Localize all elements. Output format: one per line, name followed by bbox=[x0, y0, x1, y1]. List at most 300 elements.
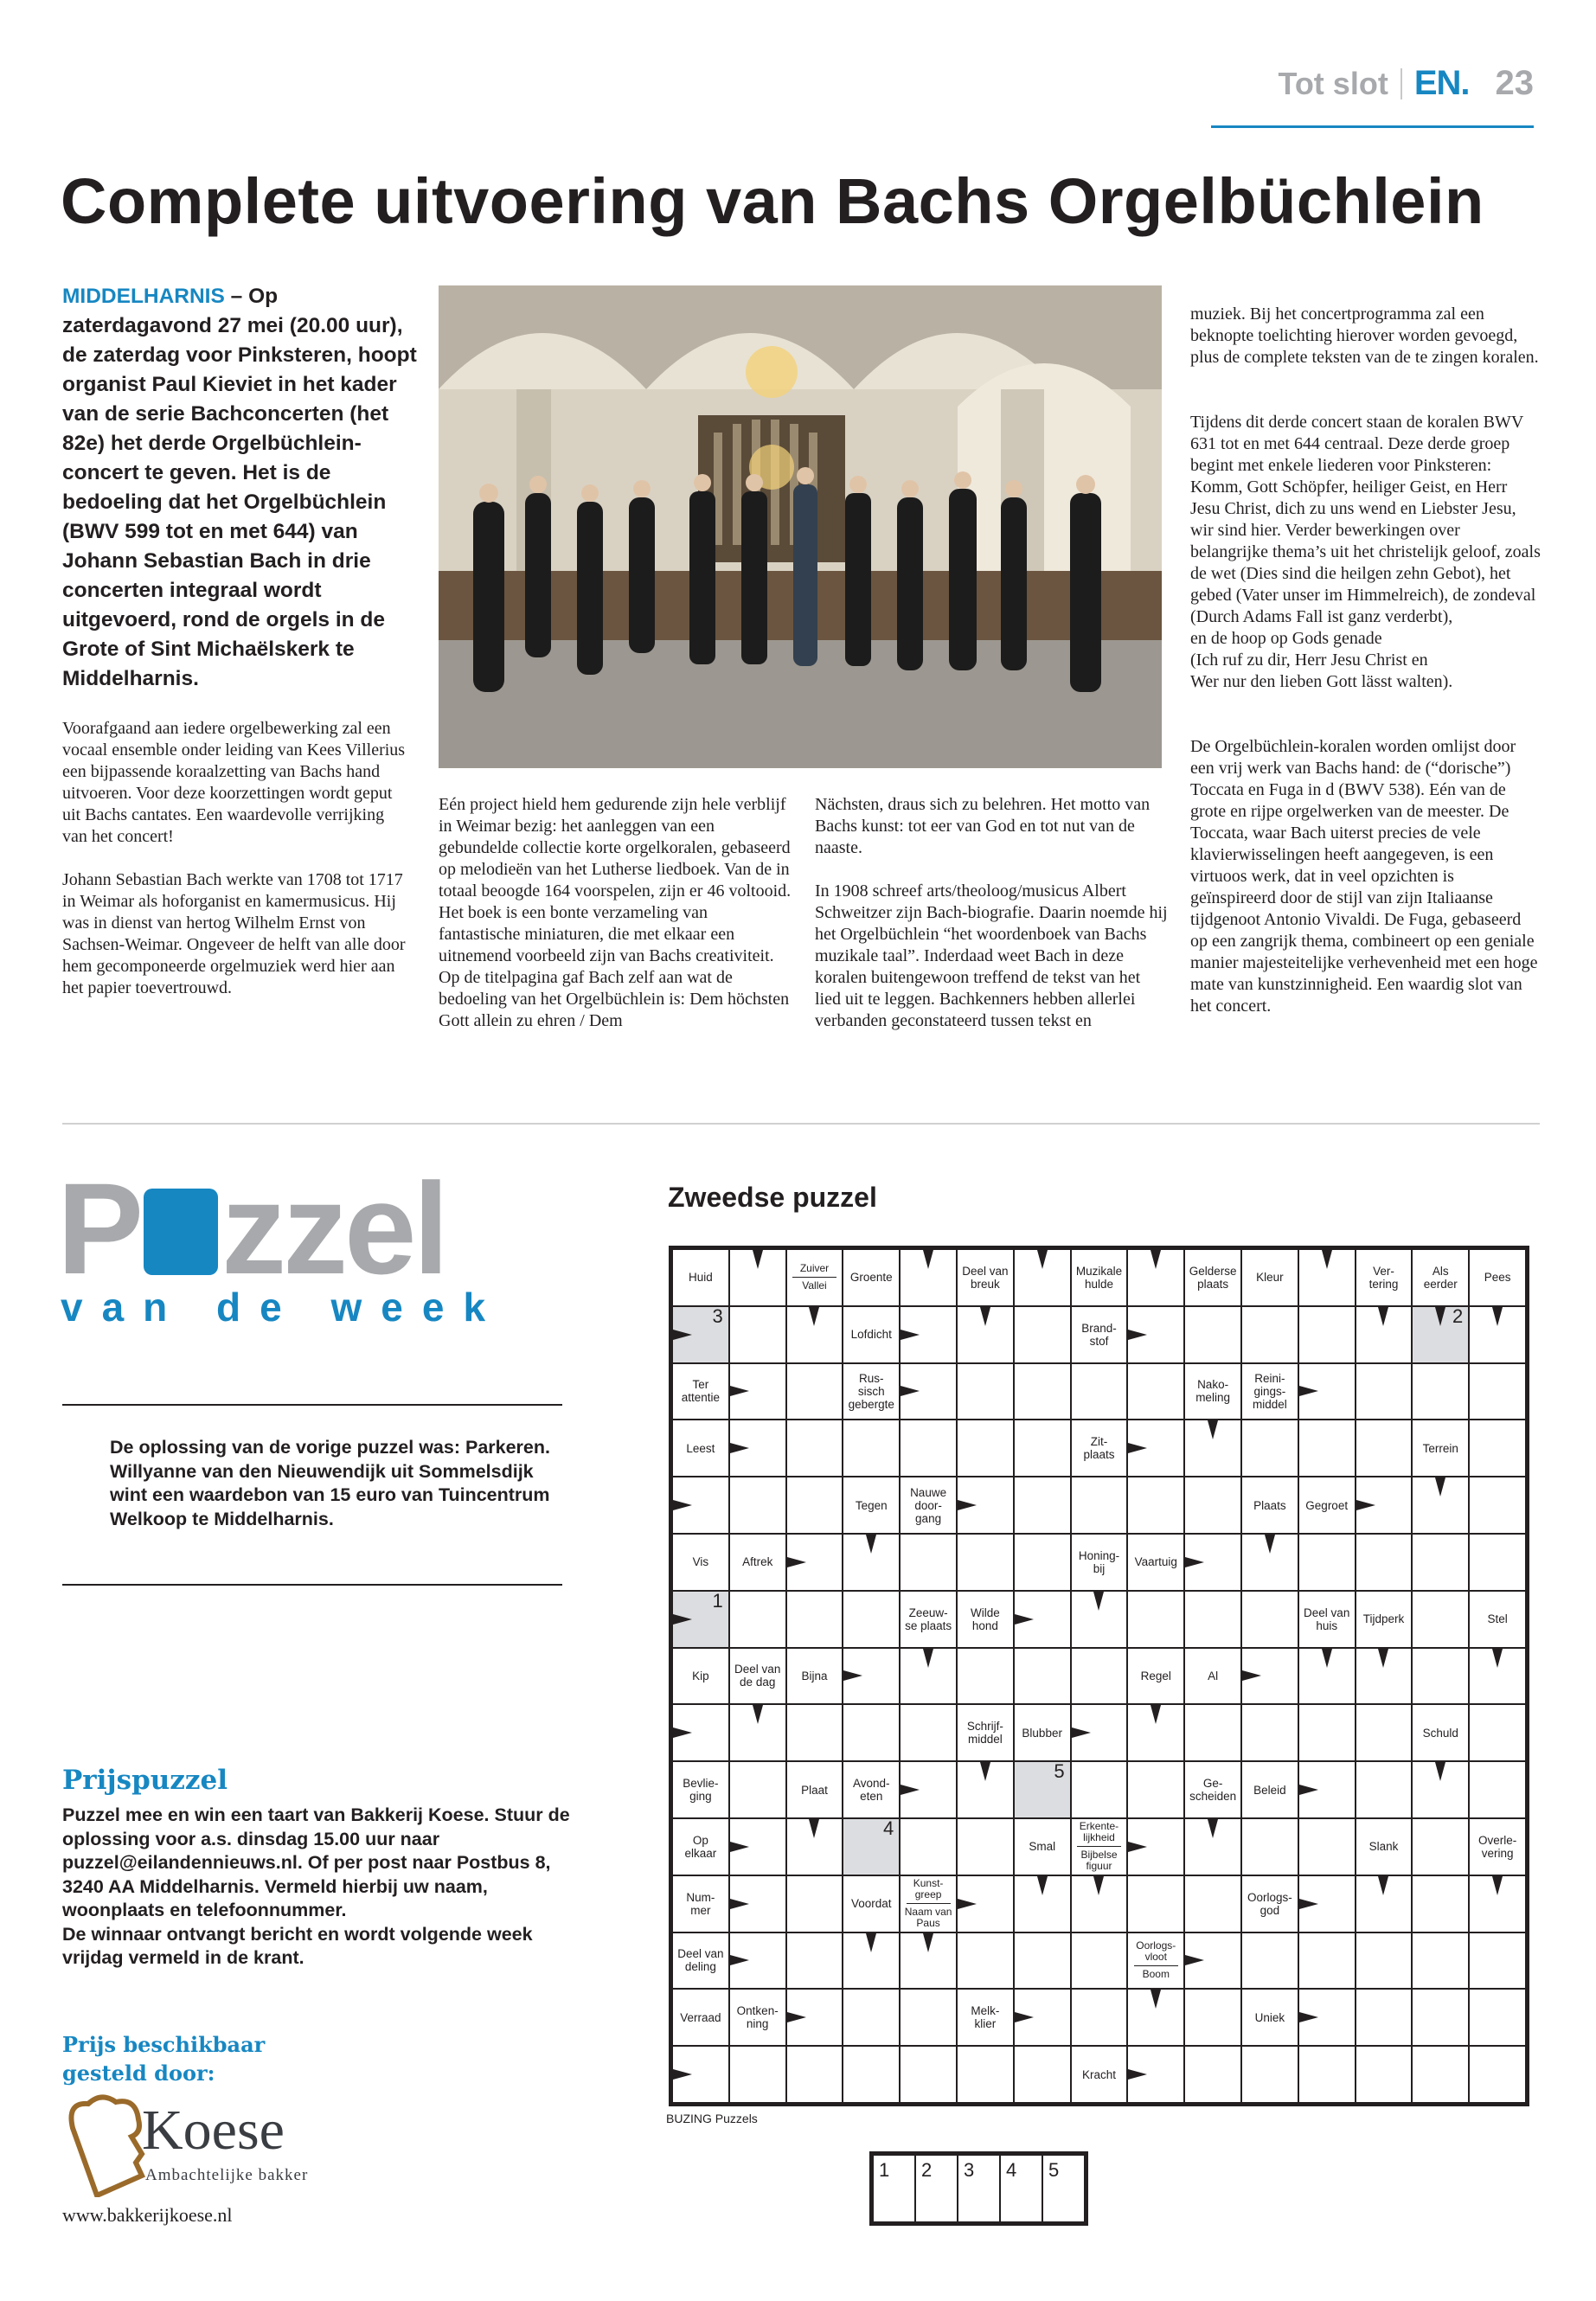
answer-cell[interactable] bbox=[1242, 1819, 1298, 1875]
answer-cell[interactable] bbox=[1128, 1819, 1183, 1875]
answer-cell[interactable] bbox=[1413, 1819, 1468, 1875]
answer-cell[interactable] bbox=[1128, 1705, 1183, 1760]
answer-cell[interactable] bbox=[787, 1876, 843, 1932]
answer-cell[interactable] bbox=[730, 1933, 785, 1989]
clue-cell bbox=[958, 1250, 1013, 1305]
clue-text: Plaats bbox=[1253, 1498, 1286, 1512]
answer-cell[interactable] bbox=[901, 1307, 956, 1362]
answer-cell[interactable] bbox=[730, 1250, 785, 1305]
answer-cell[interactable] bbox=[1470, 1990, 1525, 2045]
answer-cell[interactable] bbox=[1356, 1762, 1412, 1817]
arrow-right-icon bbox=[1242, 1670, 1261, 1681]
clue-text: Bijbelse figuur bbox=[1080, 1849, 1118, 1873]
answer-cell[interactable] bbox=[958, 1477, 1013, 1533]
answer-cell[interactable] bbox=[1015, 1990, 1070, 2045]
answer-cell[interactable] bbox=[1242, 1592, 1298, 1647]
answer-cell[interactable] bbox=[1299, 1535, 1355, 1590]
answer-cell[interactable] bbox=[787, 1420, 843, 1476]
answer-cell[interactable] bbox=[958, 1420, 1013, 1476]
clue-cell bbox=[901, 1876, 956, 1932]
answer-cell[interactable] bbox=[1015, 1592, 1070, 1647]
arrow-down-icon bbox=[866, 1933, 876, 1952]
arrow-down-icon bbox=[1492, 1307, 1503, 1326]
clue-text: Ver- tering bbox=[1368, 1264, 1399, 1291]
answer-cell[interactable] bbox=[901, 2047, 956, 2102]
answer-cell[interactable] bbox=[1413, 2047, 1468, 2102]
answer-cell[interactable] bbox=[1242, 1933, 1298, 1989]
answer-cell[interactable] bbox=[787, 2047, 843, 2102]
clue-cell bbox=[1299, 1477, 1355, 1533]
clue-cell bbox=[673, 1364, 728, 1420]
answer-cell[interactable] bbox=[1470, 2047, 1525, 2102]
puzzle-title: Zweedse puzzel bbox=[668, 1182, 877, 1213]
arrow-down-icon bbox=[1435, 1762, 1445, 1781]
answer-cell[interactable] bbox=[1072, 1990, 1127, 2045]
clue-text: Wilde hond bbox=[971, 1606, 1000, 1632]
answer-cell[interactable] bbox=[901, 1649, 956, 1704]
answer-cell[interactable] bbox=[1242, 1649, 1298, 1704]
answer-cell[interactable] bbox=[1356, 1307, 1412, 1362]
answer-cell[interactable] bbox=[1299, 1420, 1355, 1476]
clue-text: Reini- gings- middel bbox=[1253, 1371, 1287, 1411]
clue-text: Naam van Paus bbox=[904, 1906, 952, 1930]
answer-cell[interactable] bbox=[1470, 1535, 1525, 1590]
answer-cell[interactable] bbox=[1413, 1990, 1468, 2045]
clue-text: Als eerder bbox=[1423, 1264, 1458, 1291]
answer-cell[interactable] bbox=[1185, 1876, 1240, 1932]
answer-cell[interactable] bbox=[958, 1649, 1013, 1704]
clue-text: Ontken- ning bbox=[736, 2004, 779, 2031]
solution-cell[interactable] bbox=[673, 1589, 728, 1647]
clue-text: Kracht bbox=[1081, 2067, 1116, 2081]
clue-text: Deel van breuk bbox=[962, 1264, 1009, 1291]
answer-cell[interactable] bbox=[1128, 1990, 1183, 2045]
answer-cell[interactable] bbox=[901, 1250, 956, 1305]
clue-text: Stel bbox=[1487, 1612, 1508, 1626]
answer-cell[interactable] bbox=[1128, 1307, 1183, 1362]
answer-cell[interactable] bbox=[1356, 1477, 1412, 1533]
article-column-2 bbox=[439, 794, 793, 1054]
answer-cell[interactable] bbox=[787, 1364, 843, 1420]
answer-cell[interactable] bbox=[958, 1307, 1013, 1362]
clue-cell bbox=[1242, 1876, 1298, 1932]
answer-cell[interactable] bbox=[1128, 1364, 1183, 1420]
clue-text: Zeeuw- se plaats bbox=[905, 1606, 952, 1632]
clue-cell bbox=[1242, 1477, 1298, 1533]
clue-cell bbox=[1185, 1250, 1240, 1305]
answer-cell[interactable] bbox=[1356, 1535, 1412, 1590]
clue-cell bbox=[1072, 1250, 1127, 1305]
clue-text: Vaartuig bbox=[1134, 1555, 1177, 1569]
answer-cell[interactable] bbox=[1072, 1592, 1127, 1647]
clue-text: Plaat bbox=[801, 1783, 828, 1797]
solution-cell[interactable] bbox=[673, 1304, 728, 1362]
answer-cell[interactable] bbox=[1185, 2047, 1240, 2102]
answer-cell[interactable] bbox=[730, 1477, 785, 1533]
clue-cell bbox=[730, 1535, 785, 1590]
answer-cell[interactable] bbox=[1242, 1705, 1298, 1760]
answer-cell[interactable] bbox=[787, 1705, 843, 1760]
answer-cell[interactable] bbox=[843, 1705, 899, 1760]
clue-cell bbox=[843, 1762, 899, 1817]
clue-cell bbox=[1470, 1250, 1525, 1305]
clue-cell bbox=[673, 1535, 728, 1590]
clue-cell bbox=[958, 1592, 1013, 1647]
answer-cell[interactable] bbox=[1356, 1990, 1412, 2045]
answer-cell[interactable] bbox=[1356, 2047, 1412, 2102]
answer-cell[interactable] bbox=[1470, 1705, 1525, 1760]
answer-cell[interactable] bbox=[1356, 1933, 1412, 1989]
arrow-down-icon bbox=[1151, 1250, 1161, 1269]
clue-text: Voordat bbox=[851, 1897, 892, 1911]
answer-cell[interactable] bbox=[787, 1307, 843, 1362]
answer-cell[interactable] bbox=[673, 1477, 728, 1533]
arrow-down-icon bbox=[1492, 1876, 1503, 1895]
answer-cell[interactable] bbox=[1413, 1649, 1468, 1704]
answer-cell[interactable] bbox=[1185, 1477, 1240, 1533]
answer-cell[interactable] bbox=[901, 1990, 956, 2045]
answer-cell[interactable] bbox=[1413, 1876, 1468, 1932]
answer-cell[interactable] bbox=[730, 1705, 785, 1760]
arrow-right-icon bbox=[673, 1727, 692, 1738]
clue-cell bbox=[673, 1990, 728, 2045]
answer-cell[interactable] bbox=[1470, 1420, 1525, 1476]
cell-number: 4 bbox=[882, 1817, 894, 1839]
answer-cell[interactable] bbox=[958, 2047, 1013, 2102]
clue-text: Schuld bbox=[1422, 1726, 1458, 1740]
answer-cell[interactable] bbox=[1356, 1420, 1412, 1476]
answer-cell[interactable] bbox=[1128, 1420, 1183, 1476]
header-rule bbox=[1211, 125, 1534, 128]
answer-cell[interactable] bbox=[1015, 1477, 1070, 1533]
puzzle-credit: BUZING Puzzels bbox=[666, 2112, 758, 2125]
answer-cell[interactable] bbox=[901, 1535, 956, 1590]
church-choir-photo bbox=[439, 285, 1162, 768]
clue-text: Beleid bbox=[1253, 1783, 1286, 1797]
answer-cell[interactable] bbox=[1299, 1705, 1355, 1760]
clue-text: Boom bbox=[1142, 1968, 1170, 1981]
paragraph: Eén project hield hem gedurende zijn hele verblijf in Weimar bezig: het aanleggen van een gebundelde collectie korte orgelkoralen, gebaseerd op melodieën van het Lutherse liedboek. Van de in totaal beoogde 164 voorspelen, zijn er 46 voltooid. Het boek is een bonte verzameling van fantastische miniaturen, die met elkaar een uitnemend voorbeeld zijn van Bachs creativiteit. Op de titelpagina gaf Bach zelf aan wat de bedoeling van het Orgelbüchlein is: Dem höchsten Gott allein zu ehren / Dem bbox=[439, 795, 792, 1030]
clue-cell bbox=[673, 1420, 728, 1476]
clue-text: Kip bbox=[692, 1669, 709, 1682]
bread-icon bbox=[62, 2093, 149, 2197]
clue-cell bbox=[1015, 1705, 1070, 1760]
solution-box[interactable]: 2 bbox=[916, 2156, 957, 2221]
answer-cell[interactable] bbox=[1470, 1307, 1525, 1362]
clue-cell bbox=[1242, 1250, 1298, 1305]
answer-cell[interactable] bbox=[843, 1649, 899, 1704]
answer-cell[interactable] bbox=[730, 1364, 785, 1420]
arrow-down-icon bbox=[1492, 1649, 1503, 1668]
clue-cell bbox=[1072, 2047, 1127, 2102]
answer-cell[interactable] bbox=[1356, 1364, 1412, 1420]
answer-cell[interactable] bbox=[1015, 1535, 1070, 1590]
answer-cell[interactable] bbox=[730, 1420, 785, 1476]
clue-cell bbox=[787, 1762, 843, 1817]
answer-cell[interactable] bbox=[1299, 1990, 1355, 2045]
answer-cell[interactable] bbox=[901, 1364, 956, 1420]
answer-cell[interactable] bbox=[901, 1762, 956, 1817]
answer-cell[interactable] bbox=[1299, 1364, 1355, 1420]
answer-cell[interactable] bbox=[843, 1990, 899, 2045]
arrow-down-icon bbox=[1093, 1592, 1104, 1611]
arrow-right-icon bbox=[1185, 1955, 1204, 1965]
answer-cell[interactable] bbox=[1413, 1364, 1468, 1420]
answer-cell[interactable] bbox=[1185, 1990, 1240, 2045]
arrow-right-icon bbox=[1299, 1386, 1318, 1396]
page-number: 23 bbox=[1495, 64, 1534, 102]
answer-cell[interactable] bbox=[1072, 1762, 1127, 1817]
solution-box[interactable]: 3 bbox=[958, 2156, 999, 2221]
clue-cell bbox=[958, 1705, 1013, 1760]
answer-cell[interactable] bbox=[730, 1819, 785, 1875]
sponsor-tagline: Ambachtelijke bakker bbox=[145, 2166, 309, 2184]
clue-cell bbox=[673, 1876, 728, 1932]
arrow-down-icon bbox=[923, 1250, 933, 1269]
sponsor-url[interactable]: www.bakkerijkoese.nl bbox=[62, 2204, 233, 2226]
clue-cell bbox=[1413, 1250, 1468, 1305]
arrow-down-icon bbox=[1435, 1307, 1445, 1326]
answer-cell[interactable] bbox=[901, 1933, 956, 1989]
answer-cell[interactable] bbox=[1185, 1933, 1240, 1989]
answer-cell[interactable] bbox=[1242, 1535, 1298, 1590]
clue-text: Bevlie- ging bbox=[683, 1777, 719, 1804]
answer-cell[interactable] bbox=[1072, 1649, 1127, 1704]
answer-cell[interactable] bbox=[730, 2047, 785, 2102]
clue-text: Deel van deling bbox=[677, 1947, 724, 1974]
answer-cell[interactable] bbox=[958, 1762, 1013, 1817]
clue-text: Kunst- greep bbox=[907, 1878, 951, 1904]
answer-cell[interactable] bbox=[1128, 2047, 1183, 2102]
lead-text: – Op zaterdagavond 27 mei (20.00 uur), de zaterdag voor Pinksteren, hoopt organist Paul Kieviet in het kader van de serie Bachconcerten (het 82e) het derde Orgelbüchlein-concert te geven. Het is de bedoeling dat het Orgelbüchlein (BWV 599 tot en met 644) van Johann Sebastian Bach in drie concerten integraal wordt uitgevoerd, rond de orgels in de Grote of Sint Michaëlskerk te Middelharnis. bbox=[62, 285, 417, 690]
answer-cell[interactable] bbox=[730, 1592, 785, 1647]
answer-cell[interactable] bbox=[1299, 1250, 1355, 1305]
divider bbox=[62, 1584, 562, 1586]
answer-cell[interactable] bbox=[730, 1762, 785, 1817]
clue-cell bbox=[1242, 1990, 1298, 2045]
clue-cell bbox=[1413, 1420, 1468, 1476]
clue-text: Muzikale hulde bbox=[1075, 1264, 1123, 1291]
clue-cell bbox=[1072, 1420, 1127, 1476]
clue-text: Erkente- lijkheid bbox=[1077, 1821, 1121, 1847]
answer-cell[interactable] bbox=[1413, 1762, 1468, 1817]
answer-cell[interactable] bbox=[1242, 2047, 1298, 2102]
clue-cell bbox=[1470, 1592, 1525, 1647]
answer-cell[interactable] bbox=[1185, 1705, 1240, 1760]
answer-cell[interactable] bbox=[1356, 1876, 1412, 1932]
answer-cell[interactable] bbox=[1015, 1876, 1070, 1932]
answer-cell[interactable] bbox=[1015, 1933, 1070, 1989]
clue-text: Slank bbox=[1368, 1840, 1399, 1854]
clue-cell bbox=[673, 1819, 728, 1875]
cell-number: 1 bbox=[712, 1589, 723, 1612]
solution-box[interactable]: 1 bbox=[874, 2156, 914, 2221]
answer-cell[interactable] bbox=[1299, 1933, 1355, 1989]
answer-cell[interactable] bbox=[1128, 1477, 1183, 1533]
answer-cell[interactable] bbox=[730, 1876, 785, 1932]
answer-cell[interactable] bbox=[901, 1420, 956, 1476]
clue-cell bbox=[1470, 1819, 1525, 1875]
clue-text: Terrein bbox=[1422, 1441, 1458, 1455]
clue-text: Groente bbox=[849, 1271, 893, 1285]
solution-box[interactable]: 4 bbox=[1001, 2156, 1042, 2221]
answer-cell[interactable] bbox=[901, 1819, 956, 1875]
answer-cell[interactable] bbox=[1015, 1364, 1070, 1420]
answer-cell[interactable] bbox=[1299, 1762, 1355, 1817]
answer-cell[interactable] bbox=[673, 1705, 728, 1760]
answer-cell[interactable] bbox=[1128, 1250, 1183, 1305]
answer-cell[interactable] bbox=[787, 1592, 843, 1647]
arrow-down-icon bbox=[980, 1762, 990, 1781]
answer-cell[interactable] bbox=[1128, 1592, 1183, 1647]
answer-cell[interactable] bbox=[1242, 1420, 1298, 1476]
answer-cell[interactable] bbox=[1185, 1592, 1240, 1647]
answer-cell[interactable] bbox=[787, 1933, 843, 1989]
clue-text: Melk- klier bbox=[971, 2004, 1000, 2031]
arrow-right-icon bbox=[673, 2069, 692, 2080]
solution-cell[interactable] bbox=[1413, 1304, 1468, 1362]
clue-text: Gegroet bbox=[1305, 1498, 1349, 1512]
clue-text: Oorlogs- vloot bbox=[1134, 1940, 1178, 1966]
clue-text: Deel van huis bbox=[1304, 1606, 1350, 1632]
arrow-right-icon bbox=[730, 1842, 749, 1852]
answer-cell[interactable] bbox=[1356, 1705, 1412, 1760]
answer-cell[interactable] bbox=[958, 1876, 1013, 1932]
answer-cell[interactable] bbox=[1015, 1307, 1070, 1362]
solution-boxes bbox=[869, 2151, 1088, 2226]
answer-cell[interactable] bbox=[787, 1477, 843, 1533]
answer-cell[interactable] bbox=[1413, 1535, 1468, 1590]
answer-cell[interactable] bbox=[1185, 1307, 1240, 1362]
clue-text: Vallei bbox=[802, 1279, 827, 1292]
answer-cell[interactable] bbox=[1299, 1819, 1355, 1875]
clue-text: Gelderse plaats bbox=[1189, 1264, 1237, 1291]
solution-cell[interactable] bbox=[843, 1819, 899, 1875]
answer-cell[interactable] bbox=[958, 1933, 1013, 1989]
answer-cell[interactable] bbox=[843, 2047, 899, 2102]
clue-cell bbox=[1356, 1592, 1412, 1647]
answer-cell[interactable] bbox=[730, 1307, 785, 1362]
arrow-down-icon bbox=[1151, 1705, 1161, 1724]
answer-cell[interactable] bbox=[843, 1535, 899, 1590]
arrow-right-icon bbox=[843, 1670, 862, 1681]
answer-cell[interactable] bbox=[1015, 2047, 1070, 2102]
paragraph: muziek. Bij het concertprogramma zal een beknopte toelichting hierover worden gevoegd, plus de complete teksten van de te zingen koralen. bbox=[1190, 304, 1539, 367]
answer-cell[interactable] bbox=[1299, 1876, 1355, 1932]
answer-cell[interactable] bbox=[1413, 1933, 1468, 1989]
answer-cell[interactable] bbox=[673, 2047, 728, 2102]
paragraph: Nächsten, draus sich zu belehren. Het motto van Bachs kunst: tot eer van God en tot nut van de naaste. bbox=[815, 795, 1151, 857]
answer-cell[interactable] bbox=[787, 1819, 843, 1875]
clue-text: Brand- stof bbox=[1081, 1321, 1117, 1348]
cell-number: 2 bbox=[1452, 1304, 1464, 1327]
answer-cell[interactable] bbox=[1299, 2047, 1355, 2102]
answer-cell[interactable] bbox=[1470, 1364, 1525, 1420]
clue-text: Lofdicht bbox=[850, 1328, 892, 1342]
answer-cell[interactable] bbox=[1470, 1477, 1525, 1533]
answer-cell[interactable] bbox=[1470, 1933, 1525, 1989]
clue-cell bbox=[1242, 1364, 1298, 1420]
answer-cell[interactable] bbox=[787, 1535, 843, 1590]
answer-cell[interactable] bbox=[787, 1990, 843, 2045]
arrow-right-icon bbox=[1128, 2069, 1147, 2080]
article-title: Complete uitvoering van Bachs Orgelbüchlein bbox=[61, 165, 1484, 237]
answer-cell[interactable] bbox=[843, 1420, 899, 1476]
answer-cell[interactable] bbox=[1128, 1876, 1183, 1932]
arrow-right-icon bbox=[1299, 2012, 1318, 2022]
answer-cell[interactable] bbox=[843, 1933, 899, 1989]
answer-cell[interactable] bbox=[1072, 1364, 1127, 1420]
clue-text: Zuiver bbox=[792, 1263, 836, 1278]
clue-cell bbox=[673, 1933, 728, 1989]
arrow-right-icon bbox=[958, 1899, 977, 1909]
arrow-down-icon bbox=[1322, 1649, 1332, 1668]
answer-cell[interactable] bbox=[1015, 1250, 1070, 1305]
answer-cell[interactable] bbox=[958, 1819, 1013, 1875]
answer-cell[interactable] bbox=[958, 1364, 1013, 1420]
section-divider bbox=[62, 1123, 1540, 1125]
arrow-down-icon bbox=[1378, 1876, 1388, 1895]
clue-text: Overle- vering bbox=[1477, 1833, 1517, 1860]
clue-text: Blubber bbox=[1022, 1726, 1062, 1740]
answer-cell[interactable] bbox=[1470, 1876, 1525, 1932]
answer-cell[interactable] bbox=[1072, 1933, 1127, 1989]
clue-cell bbox=[730, 1990, 785, 2045]
brand-logo: EN. bbox=[1413, 64, 1470, 102]
answer-cell[interactable] bbox=[1299, 1307, 1355, 1362]
answer-cell[interactable] bbox=[1185, 1819, 1240, 1875]
answer-cell[interactable] bbox=[1413, 1592, 1468, 1647]
answer-cell[interactable] bbox=[1072, 1477, 1127, 1533]
solution-box[interactable]: 5 bbox=[1043, 2156, 1084, 2221]
arrow-down-icon bbox=[753, 1250, 763, 1269]
answer-cell[interactable] bbox=[1413, 1477, 1468, 1533]
answer-cell[interactable] bbox=[958, 1535, 1013, 1590]
answer-cell[interactable] bbox=[1185, 1420, 1240, 1476]
answer-cell[interactable] bbox=[1072, 1876, 1127, 1932]
answer-cell[interactable] bbox=[1072, 1705, 1127, 1760]
cell-number: 3 bbox=[712, 1304, 723, 1327]
clue-text: Num- mer bbox=[686, 1890, 715, 1917]
answer-cell[interactable] bbox=[1185, 1535, 1240, 1590]
answer-cell[interactable] bbox=[1015, 1649, 1070, 1704]
answer-cell[interactable] bbox=[1242, 1307, 1298, 1362]
clue-text: Aftrek bbox=[742, 1555, 773, 1569]
clue-text: Leest bbox=[686, 1441, 715, 1455]
solution-cell[interactable] bbox=[1015, 1762, 1070, 1817]
arrow-down-icon bbox=[1378, 1307, 1388, 1326]
answer-cell[interactable] bbox=[901, 1705, 956, 1760]
clue-cell bbox=[1242, 1762, 1298, 1817]
answer-cell[interactable] bbox=[1356, 1649, 1412, 1704]
arrow-down-icon bbox=[980, 1307, 990, 1326]
arrow-down-icon bbox=[1151, 1990, 1161, 2009]
answer-cell[interactable] bbox=[1015, 1420, 1070, 1476]
answer-cell[interactable] bbox=[1128, 1762, 1183, 1817]
arrow-right-icon bbox=[730, 1899, 749, 1909]
answer-cell[interactable] bbox=[843, 1592, 899, 1647]
clue-cell bbox=[673, 1649, 728, 1704]
answer-cell[interactable] bbox=[1299, 1649, 1355, 1704]
answer-cell[interactable] bbox=[1470, 1649, 1525, 1704]
clue-cell bbox=[1299, 1592, 1355, 1647]
clue-cell bbox=[1128, 1933, 1183, 1989]
arrow-right-icon bbox=[1356, 1500, 1375, 1510]
article-lead bbox=[62, 282, 417, 694]
clue-text: Rus- sisch gebergte bbox=[848, 1371, 894, 1411]
answer-cell[interactable] bbox=[1470, 1762, 1525, 1817]
clue-text: Vis bbox=[692, 1555, 709, 1569]
